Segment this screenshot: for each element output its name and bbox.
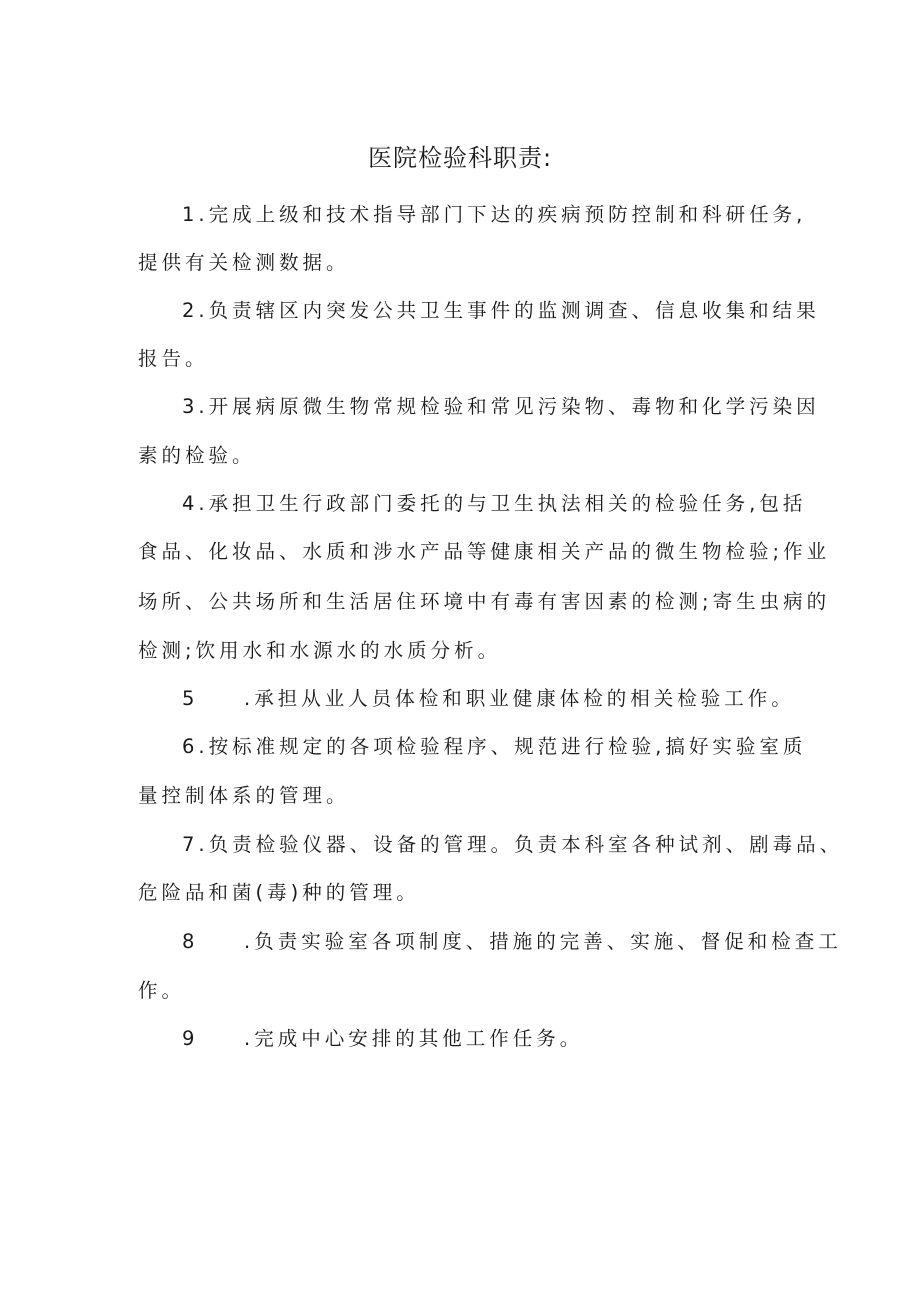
list-item-9-line-1 — [182, 1024, 583, 1054]
item-text: .完成中心安排的其他工作任务。 — [244, 1027, 584, 1050]
list-item-1-line-2: 提供有关检测数据。 — [138, 251, 350, 274]
item-text: .按标准规定的各项检验程序、规范进行检验,搞好实验室质 — [198, 735, 807, 758]
list-item-8-line-1 — [182, 927, 842, 957]
list-item-5-line-1 — [182, 684, 795, 714]
list-item-3-line-2: 素的检验。 — [138, 444, 256, 467]
item-text: .承担卫生行政部门委托的与卫生执法相关的检验任务,包括 — [198, 492, 807, 515]
list-item-7-line-2: 危险品和菌(毒)种的管理。 — [138, 881, 420, 904]
list-item-4-line-3: 场所、公共场所和生活居住环境中有毒有害因素的检测;寄生虫病的 — [138, 590, 831, 613]
item-text: .完成上级和技术指导部门下达的疾病预防控制和科研任务, — [198, 203, 807, 226]
list-item-1-line-1 — [182, 200, 806, 230]
list-item-4-line-1 — [182, 489, 806, 519]
item-text: .承担从业人员体检和职业健康体检的相关检验工作。 — [244, 687, 795, 710]
list-item-3-line-1 — [182, 392, 820, 422]
item-number: 4 — [182, 492, 199, 515]
list-item-4-line-4: 检测;饮用水和水源水的水质分析。 — [138, 639, 502, 662]
item-number: 9 — [182, 1027, 199, 1050]
item-text: .开展病原微生物常规检验和常见污染物、毒物和化学污染因 — [198, 395, 820, 418]
item-number: 6 — [182, 735, 199, 758]
item-number: 3 — [182, 395, 199, 418]
item-number: 8 — [182, 930, 199, 953]
item-number: 2 — [182, 299, 199, 322]
item-text: .负责实验室各项制度、措施的完善、实施、督促和检查工 — [244, 930, 842, 953]
item-number: 5 — [182, 687, 199, 710]
list-item-2-line-1 — [182, 296, 820, 326]
document-title: 医院检验科职责: — [367, 144, 553, 172]
item-number: 7 — [182, 833, 199, 856]
list-item-6-line-1 — [182, 732, 806, 762]
list-item-6-line-2: 量控制体系的管理。 — [138, 784, 350, 807]
list-item-7-line-1 — [182, 830, 843, 860]
item-number: 1 — [182, 203, 199, 226]
list-item-8-line-2: 作。 — [138, 979, 186, 1002]
list-item-2-line-2: 报告。 — [138, 347, 209, 370]
item-text: .负责检验仪器、设备的管理。负责本科室各种试剂、剧毒品、 — [198, 833, 844, 856]
list-item-4-line-2: 食品、化妆品、水质和涉水产品等健康相关产品的微生物检验;作业 — [138, 540, 831, 563]
item-text: .负责辖区内突发公共卫生事件的监测调查、信息收集和结果 — [198, 299, 820, 322]
